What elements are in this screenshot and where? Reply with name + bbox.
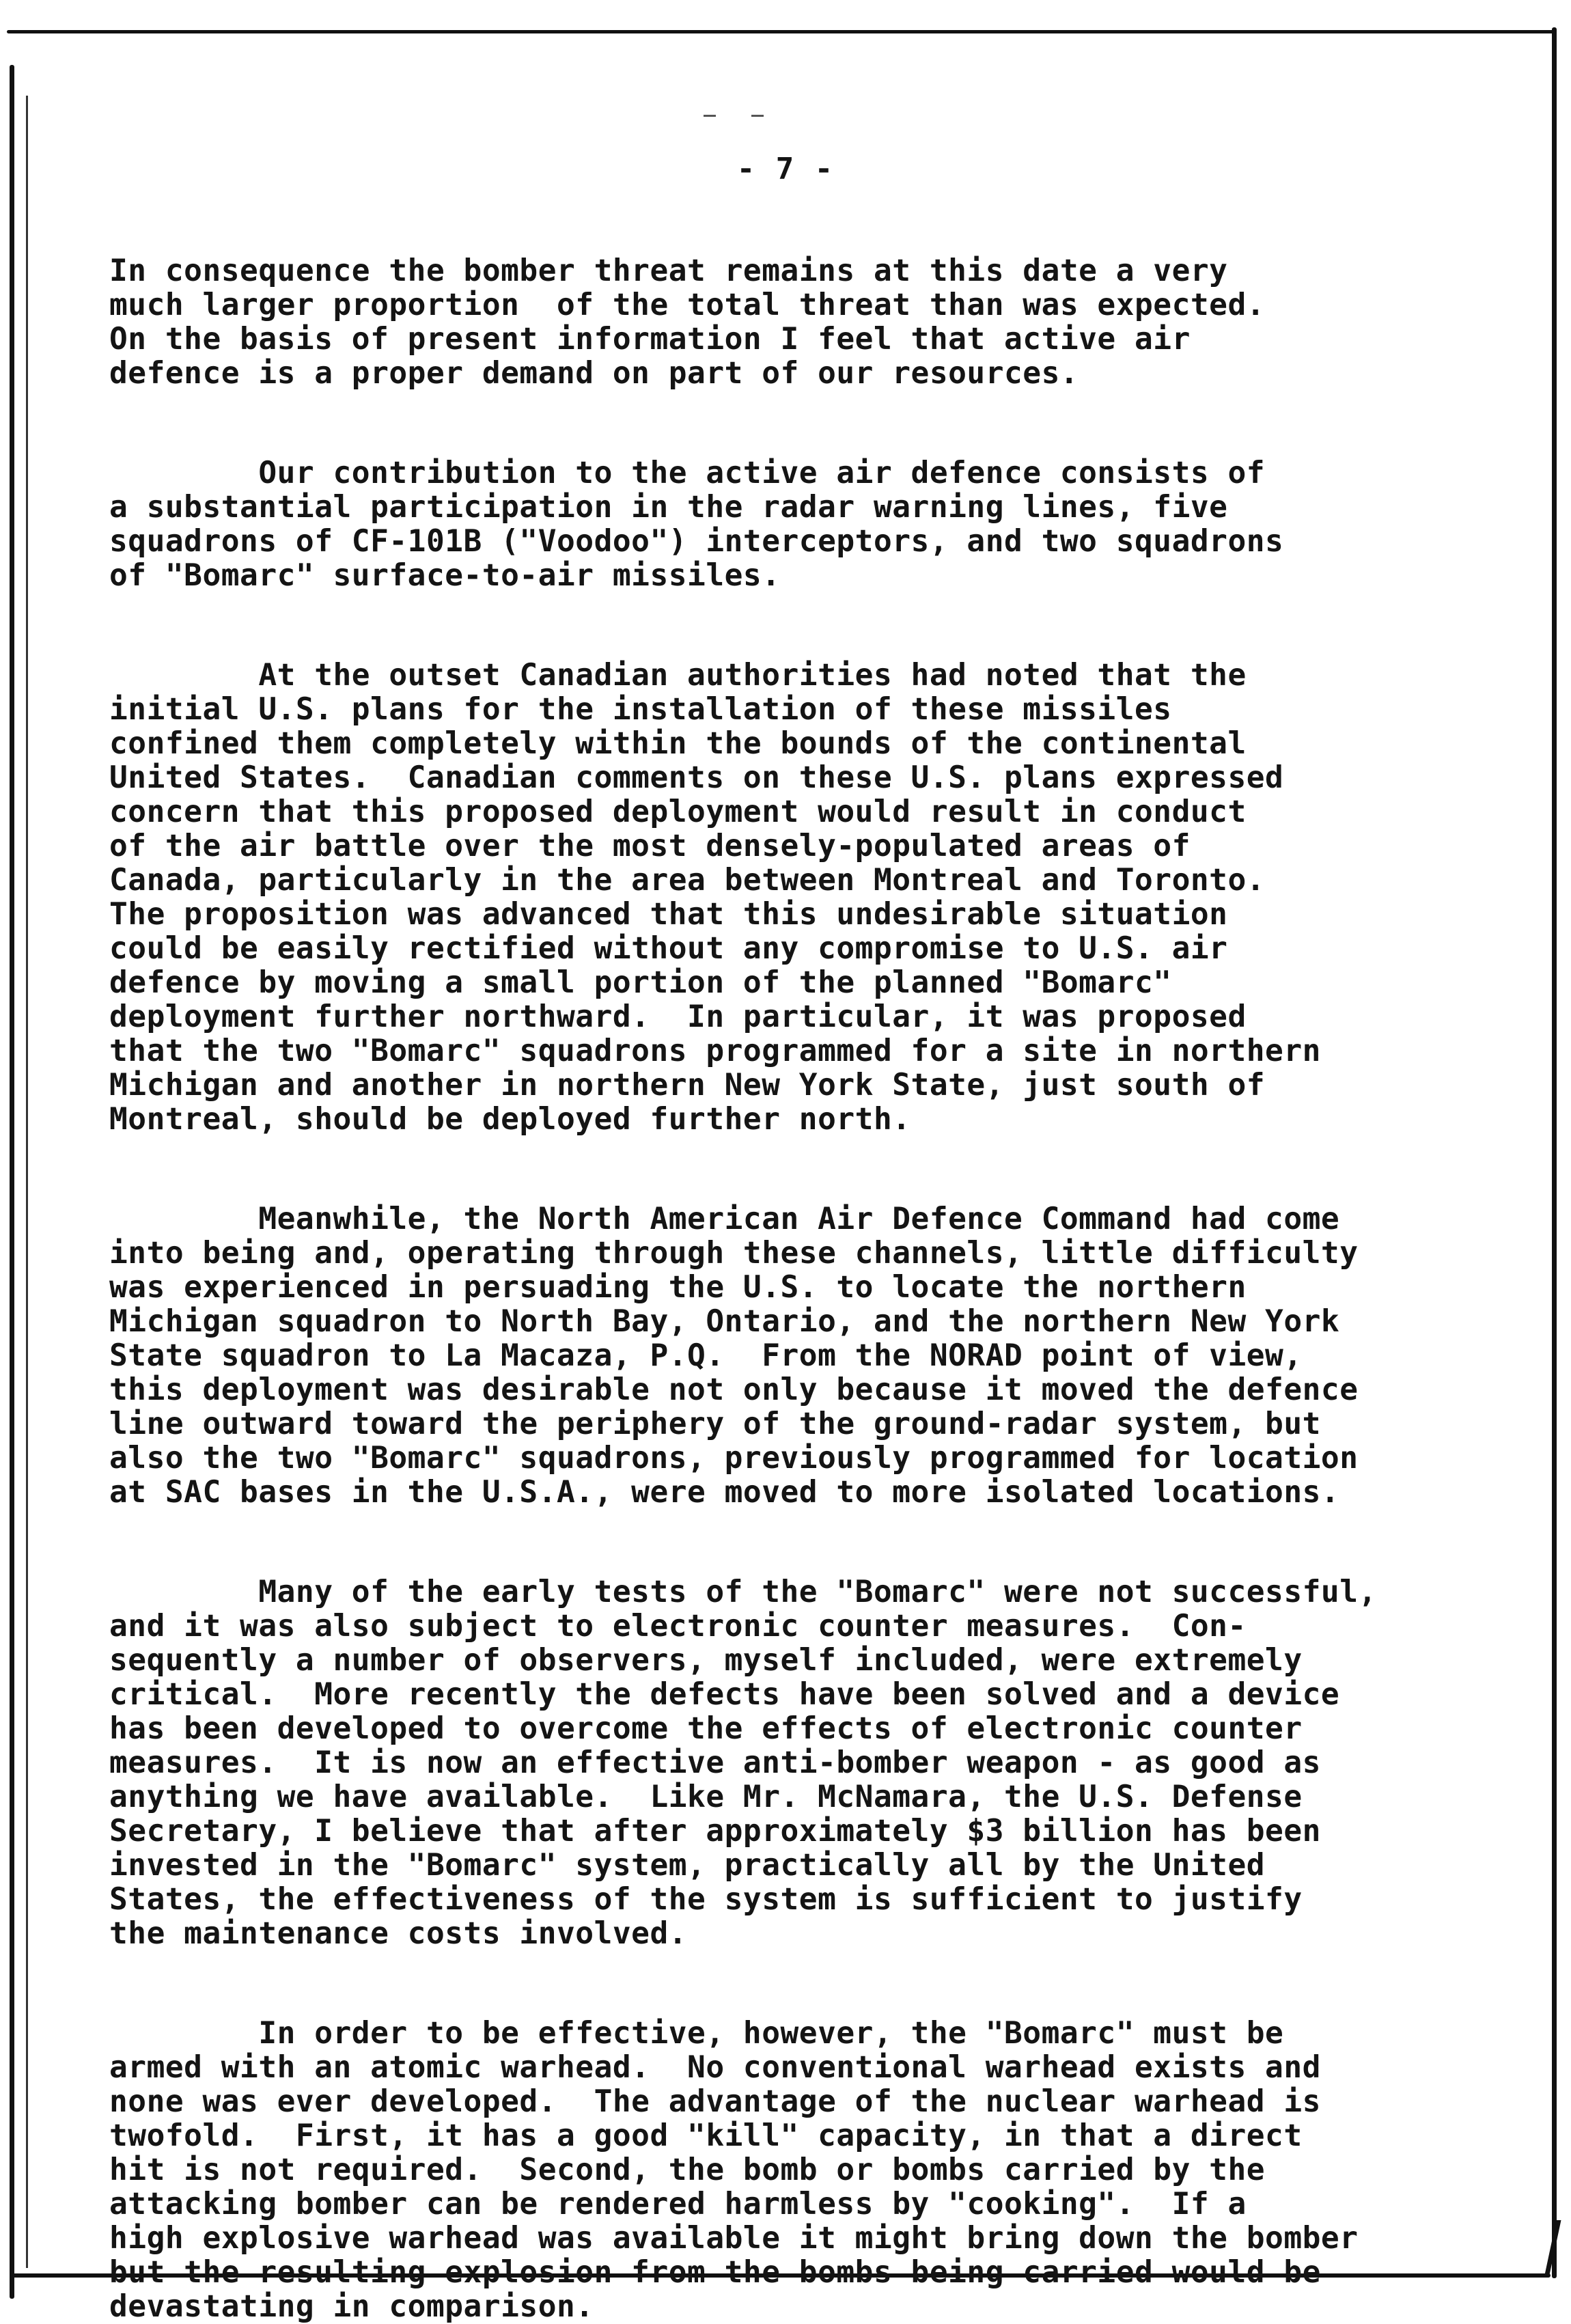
left-border-line xyxy=(10,65,14,2299)
paragraph-bomber-threat: In consequence the bomber threat remains at this date a very much larger proportion of the total threat than was expected. On the basis of present information I feel that active air defence is a proper demand on part of our resources. xyxy=(109,253,1266,391)
scan-speck xyxy=(751,115,764,117)
paragraph-bomarc-tests: Many of the early tests of the "Bomarc" were not successful, and it was also subject to electronic counter measures. Con- sequently a number of observers, myself included, were extremely critical. More recently the defects have been solved and a device has been developed to overcome the effects of electronic counter measures. It is now an effective anti-bomber weapon - as good as anything we have available. Like Mr. McNamara, the U.S. Defense Secretary, I believe that after approximately $3 billion has been invested in the "Bomarc" system, practically all by the United States, the effectiveness of the system is sufficient to justify the maintenance costs involved. xyxy=(109,1575,1377,1951)
right-border-line xyxy=(1552,27,1557,2278)
body-text xyxy=(109,254,1496,2324)
paragraph-atomic-warhead: In order to be effective, however, the "Bomarc" must be armed with an atomic warhead. No conventional warhead exists and none was ever developed. The advantage of the nuclear warhead is twofold. First, it has a good "kill" capacity, in that a direct hit is not required. Second, the bomb or bombs carried by the attacking bomber can be rendered harmless by "cooking". If a high explosive warhead was available it might bring down the bomber but the resulting explosion from the bombs being carried would be devastating in comparison. xyxy=(109,2016,1359,2324)
left-inner-border-line xyxy=(26,96,28,2268)
paragraph-missile-deployment: At the outset Canadian authorities had noted that the initial U.S. plans for the installation of these missiles confined them completely within the bounds of the continental United States. Canadian comments on these U.S. plans expressed concern that this proposed deployment would result in conduct of the air battle over the most densely-populated areas of Canada, particularly in the area between Montreal and Toronto. The proposition was advanced that this undesirable situation could be easily rectified without any compromise to U.S. air defence by moving a small portion of the planned "Bomarc" deployment further northward. In particular, it was proposed that the two "Bomarc" squadrons programmed for a site in northern Michigan and another in northern New York State, just south of Montreal, should be deployed further north. xyxy=(109,658,1321,1137)
paragraph-norad: Meanwhile, the North American Air Defence Command had come into being and, operating through these channels, little difficulty was experienced in persuading the U.S. to locate the northern Michigan squadron to North Bay, Ontario, and the northern New York State squadron to La Macaza, P.Q. From the NORAD point of view, this deployment was desirable not only because it moved the defence line outward toward the periphery of the ground-radar system, but also the two "Bomarc" squadrons, previously programmed for location at SAC bases in the U.S.A., were moved to more isolated locations. xyxy=(109,1202,1359,1510)
scan-speck xyxy=(704,115,716,117)
top-border-line xyxy=(7,30,1554,33)
page-number: - 7 - xyxy=(736,152,835,186)
paragraph-air-defence-contribution: Our contribution to the active air defence consists of a substantial participation in the radar warning lines, five squadrons of CF-101B ("Voodoo") interceptors, and two squadrons of "Bomarc" surface-to-air missiles. xyxy=(109,456,1284,593)
